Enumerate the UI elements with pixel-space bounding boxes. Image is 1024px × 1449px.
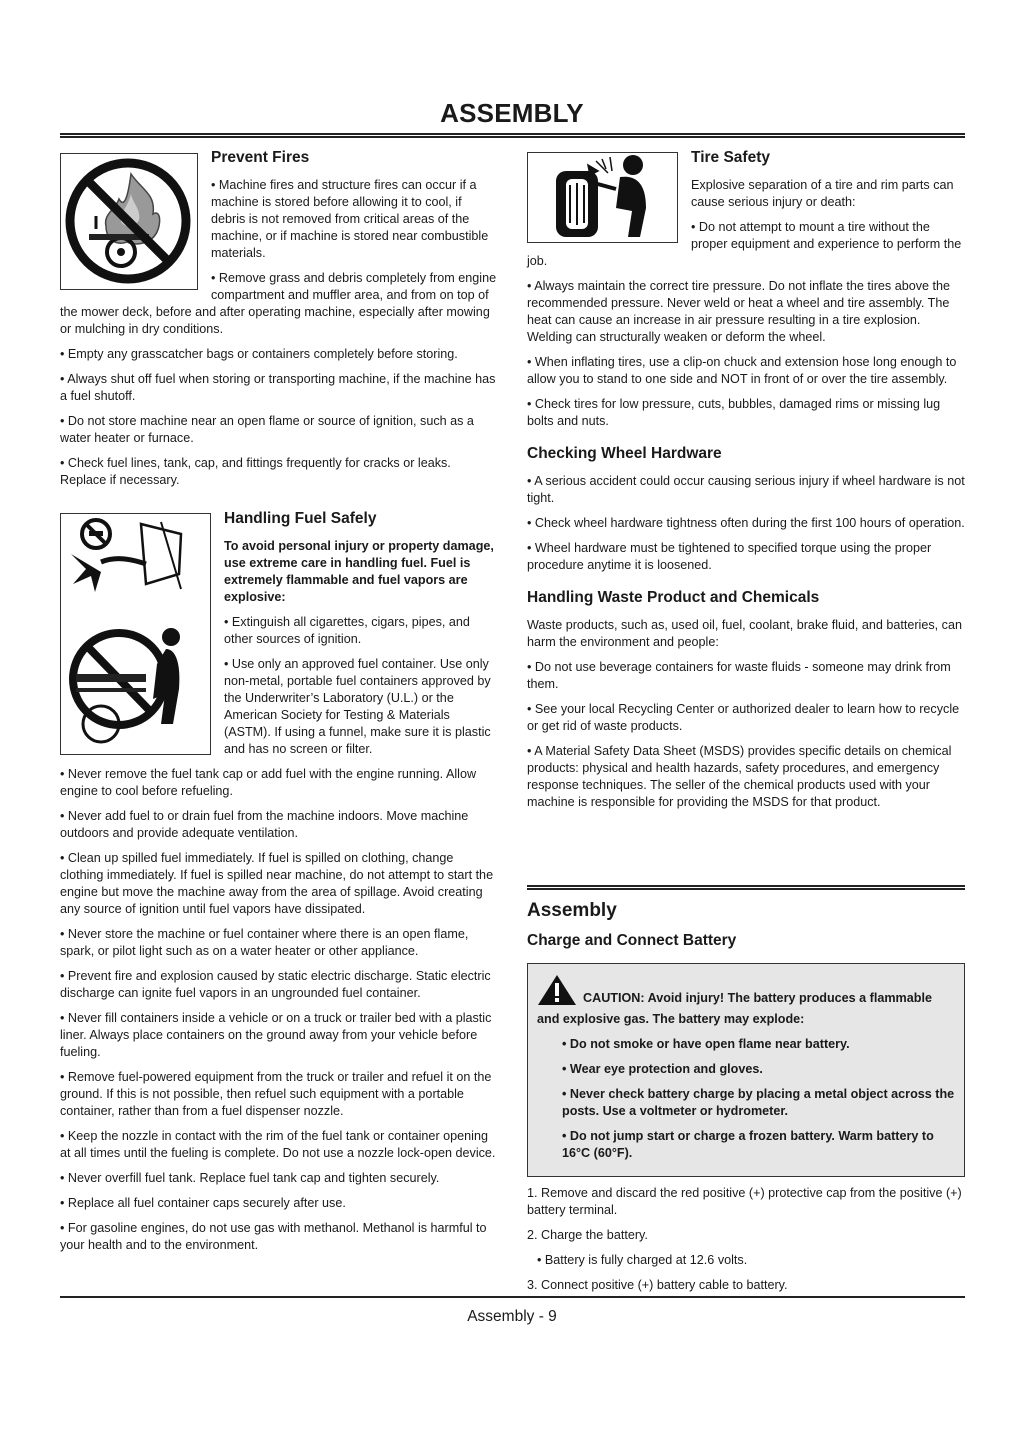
handling-fuel-p1: • Extinguish all cigarettes, cigars, pipes, and other sources of ignition. [224, 615, 470, 646]
assembly-section [527, 899, 965, 1302]
handling-fuel-warning: To avoid personal injury or property damage, use extreme care in handling fuel. Fuel is extremely flammable and fuel vapors are explosive: [224, 539, 494, 604]
waste-p3: • A Material Safety Data Sheet (MSDS) provides specific details on chemical products: physical and health hazards, safety procedures, and emergency response techniques. The seller of the chemical products used with your machine is responsible for providing the MSDS for that product. [527, 744, 952, 809]
handling-fuel-p9: • Remove fuel-powered equipment from the truck or trailer and refuel it on the ground. If this is not possible, then refuel such equipment with a portable container, rather than from a fuel dispenser nozzle. [60, 1070, 492, 1118]
handling-fuel-p13: • For gasoline engines, do not use gas with methanol. Methanol is harmful to your health and to the environment. [60, 1221, 487, 1252]
caution-item: • Never check battery charge by placing a metal object across the posts. Use a voltmeter or hydrometer. [562, 1087, 955, 1118]
battery-step-3: 3. Connect positive (+) battery cable to battery. [527, 1278, 788, 1292]
fuel-no-smoking-icon [60, 513, 211, 755]
tire-safety-p1: • Do not attempt to mount a tire without the proper equipment and experience to perform the job. [527, 220, 962, 268]
wheel-hardware-p2: • Check wheel hardware tightness often during the first 100 hours of operation. [527, 516, 965, 530]
prevent-fires-p6: • Check fuel lines, tank, cap, and fittings frequently for cracks or leaks. Replace if necessary. [60, 456, 451, 487]
handling-fuel-p3: • Never remove the fuel tank cap or add fuel with the engine running. Allow engine to cool before refueling. [60, 767, 477, 798]
page-footer: Assembly - 9 [467, 1308, 557, 1325]
prevent-fires-p4: • Always shut off fuel when storing or transporting machine, if the machine has a fuel shutoff. [60, 372, 496, 403]
handling-fuel-p5: • Clean up spilled fuel immediately. If fuel is spilled on clothing, change clothing immediately. If fuel is spilled near machine, do not attempt to start the engine but move the machine away from the area of spillage. Avoid creating any source of ignition until fuel vapors have dissipated. [60, 851, 494, 916]
tire-safety-intro: Explosive separation of a tire and rim parts can cause serious injury or death: [691, 178, 954, 209]
waste-p1: • Do not use beverage containers for waste fluids - someone may drink from them. [527, 660, 951, 691]
prevent-fires-p5: • Do not store machine near an open flame or source of ignition, such as a water heater or furnace. [60, 414, 474, 445]
wheel-hardware-p1: • A serious accident could occur causing serious injury if wheel hardware is not tight. [527, 474, 965, 505]
handling-fuel-heading: Handling Fuel Safely [224, 510, 377, 527]
waste-intro: Waste products, such as, used oil, fuel, coolant, brake fluid, and batteries, can harm the environment and people: [527, 618, 962, 649]
warning-triangle-icon [537, 974, 577, 1011]
handling-fuel-p4: • Never add fuel to or drain fuel from the machine indoors. Move machine outdoors and provide adequate ventilation. [60, 809, 469, 840]
battery-subheading: Charge and Connect Battery [527, 932, 737, 949]
battery-step-2: 2. Charge the battery. [527, 1228, 648, 1242]
handling-fuel-p8: • Never fill containers inside a vehicle or on a truck or trailer bed with a plastic liner. Always place containers on the ground away from your vehicle before fueling. [60, 1011, 492, 1059]
tire-safety-p4: • Check tires for low pressure, cuts, bubbles, damaged rims or missing lug bolts and nuts. [527, 397, 941, 428]
wheel-hardware-heading: Checking Wheel Hardware [527, 445, 722, 462]
wheel-hardware-p3: • Wheel hardware must be tightened to specified torque using the proper procedure anytime it is loosened. [527, 541, 932, 572]
left-column [60, 148, 498, 1262]
prevent-fires-p2: • Remove grass and debris completely from engine compartment and muffler area, and from on top of the mower deck, before and after operating machine, especially after mowing or mulching in dry conditions. [60, 271, 497, 336]
page-title: ASSEMBLY [440, 98, 584, 128]
caution-item: • Do not jump start or charge a frozen battery. Warm battery to 16°C (60°F). [562, 1129, 934, 1160]
prevent-fires-p1: • Machine fires and structure fires can occur if a machine is stored before allowing it to cool, if debris is not removed from critical areas of the machine, or if machine is stored near combustible materials. [211, 178, 489, 260]
title-rule [60, 133, 965, 138]
waste-heading: Handling Waste Product and Chemicals [527, 589, 820, 606]
tire-safety-p2: • Always maintain the correct tire pressure. Do not inflate the tires above the recommended pressure. Never weld or heat a wheel and tire assembly. The heat can cause an increase in air pressure resulting in a tire explosion. Welding can structurally weaken or deform the wheel. [527, 279, 951, 344]
assembly-heading: Assembly [527, 900, 617, 921]
right-column [527, 148, 965, 819]
waste-p2: • See your local Recycling Center or authorized dealer to learn how to recycle or get rid of waste products. [527, 702, 960, 733]
caution-item: • Wear eye protection and gloves. [562, 1062, 763, 1076]
handling-fuel-p6: • Never store the machine or fuel container where there is an open flame, spark, or pilot light such as on a water heater or other appliance. [60, 927, 469, 958]
caution-item: • Do not smoke or have open flame near battery. [562, 1037, 850, 1051]
no-fire-machine-icon [60, 153, 198, 290]
battery-step-2-note: • Battery is fully charged at 12.6 volts. [537, 1253, 748, 1267]
tire-safety-heading: Tire Safety [691, 149, 770, 166]
handling-fuel-p2: • Use only an approved fuel container. Use only non-metal, portable fuel containers approved by the Underwriter’s Laboratory (U.L.) or the American Society for Testing & Materials (ASTM). If using a funnel, make sure it is plastic and has no screen or filter. [224, 657, 491, 756]
prevent-fires-p3: • Empty any grasscatcher bags or containers completely before storing. [60, 347, 458, 361]
footer-rule [60, 1296, 965, 1298]
assembly-section-rule [527, 885, 965, 890]
handling-fuel-p11: • Never overfill fuel tank. Replace fuel tank cap and tighten securely. [60, 1171, 440, 1185]
handling-fuel-p12: • Replace all fuel container caps securely after use. [60, 1196, 346, 1210]
handling-fuel-p7: • Prevent fire and explosion caused by static electric discharge. Static electric discharge can ignite fuel vapors in an ungrounded fuel container. [60, 969, 491, 1000]
handling-fuel-p10: • Keep the nozzle in contact with the rim of the fuel tank or container opening at all times until the fueling is complete. Do not use a nozzle lock-open device. [60, 1129, 496, 1160]
caution-box [527, 963, 965, 1177]
caution-lead: CAUTION: Avoid injury! The battery produces a flammable and explosive gas. The battery may explode: [537, 991, 932, 1026]
tire-explosion-icon [527, 152, 678, 243]
tire-safety-p3: • When inflating tires, use a clip-on chuck and extension hose long enough to allow you to stand to one side and NOT in front of or over the tire assembly. [527, 355, 957, 386]
prevent-fires-heading: Prevent Fires [211, 149, 310, 166]
battery-step-1: 1. Remove and discard the red positive (+) protective cap from the positive (+) battery terminal. [527, 1186, 962, 1217]
